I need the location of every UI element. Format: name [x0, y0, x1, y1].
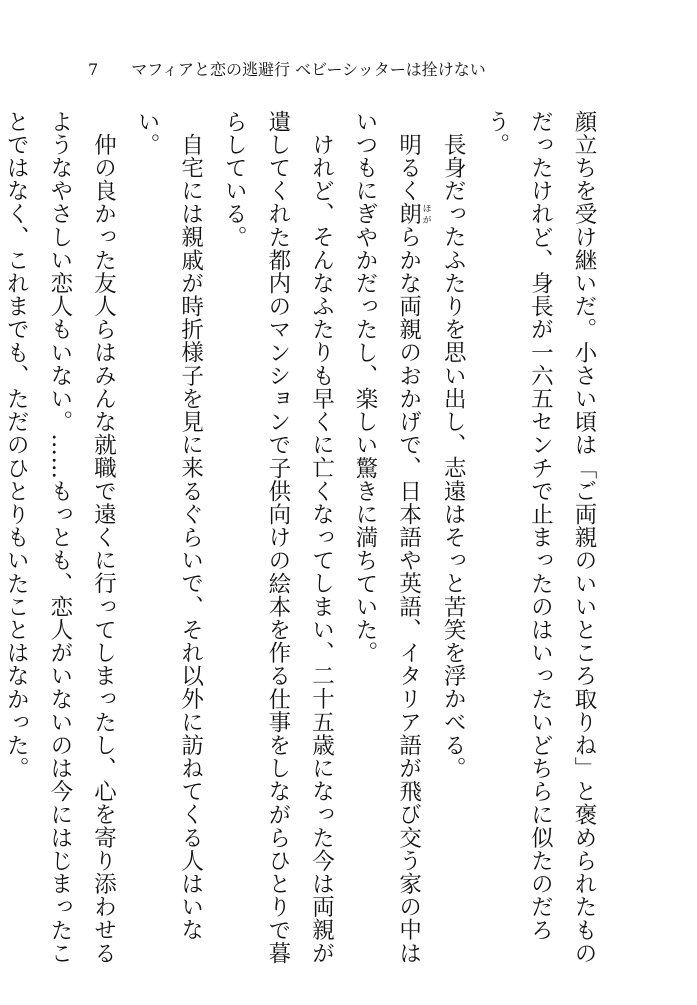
paragraph: [342, 110, 430, 970]
paragraph: 仲の良かった友人らはみんな就職で遠くに行ってしまったし、心を寄り添わせるようなやさしい恋人もいない。……もっとも、恋人がいないのは今にはじまったことではなく、これまでも、ただのひとりもいたことはなかった。: [3, 110, 117, 965]
vertical-body-text: [3, 110, 605, 970]
paragraph-text: 明るく: [395, 132, 422, 202]
furigana-word: [395, 201, 431, 225]
paragraph: 顔立ちを受け継いだ。小さい頃は「ご両親のいいところ取りね」と褒められたものだったけれど、身長が一六五センチで止まったのはいったいどちらに似たのだろう。: [483, 110, 597, 965]
paragraph-text: らかな両親のおかげで、日本語や英語、イタリア語が飛び交う家の中はいつもにぎやかだったし、楽しい驚きに満ちていた。: [352, 110, 422, 965]
running-header: [88, 60, 486, 80]
page-number: 7: [88, 60, 99, 79]
paragraph: けれど、そんなふたりも早くに亡くなってしまい、二十五歳になった今は両親が遺してくれた都内のマンションで子供向けの絵本を作る仕事をしながらひとりで暮らしている。: [221, 110, 335, 965]
paragraph: 自宅には親戚が時折様子を見に来るぐらいで、それ以外に訪ねてくる人はいない。: [134, 110, 204, 941]
paragraph: 長身だったふたりを思い出し、志遠はそっと苦笑を浮かべる。: [440, 132, 467, 780]
running-title: マフィアと恋の逃避行 ベビーシッターは拴けない: [131, 60, 486, 79]
furigana: ほが: [420, 201, 431, 225]
ruby-base: 朗: [395, 201, 422, 225]
